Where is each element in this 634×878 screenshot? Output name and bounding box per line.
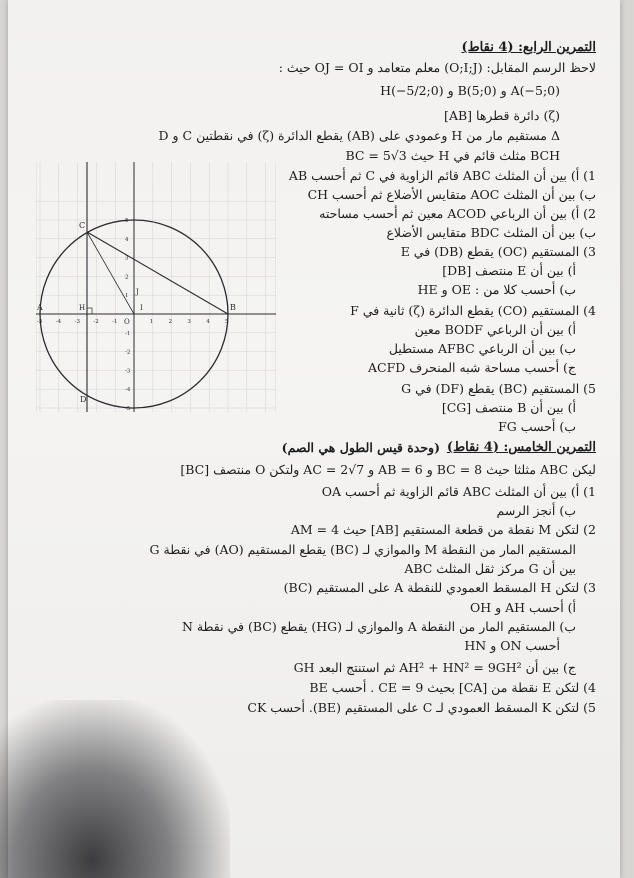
y-tick-label: -5 [125, 406, 131, 412]
ex5-title: التمرين الخامس: (4 نقاط) [446, 440, 596, 455]
y-tick-label: 5 [125, 218, 129, 224]
ex4-q5: 5) المستقيم (BC) يقطع (DF) في G [401, 381, 596, 396]
x-tick-label: -5 [37, 319, 43, 325]
label-J: J [136, 288, 139, 296]
ex5-q5: 5) لتكن K المسقط العمودي لـ C على المستقيم (BE). أحسب CK [247, 700, 596, 715]
ex4-q4a: أ) بين أن الرباعي BODF معين [414, 322, 576, 337]
label-D: D [80, 395, 87, 404]
x-tick-label: 2 [168, 319, 173, 325]
label-O: O [124, 318, 130, 326]
x-tick-label: 1 [149, 319, 154, 325]
x-tick-label: -1 [112, 319, 118, 325]
x-tick-label: -3 [74, 319, 80, 325]
ex5-q3c: ج) بين أن AH² + HN² = 9GH² ثم استنتج البعد GH [293, 660, 576, 675]
ex4-q3a: أ) بين أن E منتصف [DB] [442, 263, 576, 278]
ex4-title: التمرين الرابع: (4 نقاط) [461, 40, 596, 55]
ex5-q3a: أ) أحسب AH و OH [470, 600, 576, 615]
y-tick-labels [125, 218, 131, 412]
y-tick-label: 2 [125, 274, 129, 281]
figure-grid [36, 162, 276, 412]
grid-lines [36, 162, 276, 412]
ex5-q2: 2) لتكن M نقطة من قطعة المستقيم [AB] حيث AM = 4 [290, 522, 596, 537]
ex5-q3: 3) لتكن H المسقط العمودي للنقطة A على المستقيم (BC) [283, 580, 596, 595]
worksheet-page [8, 0, 620, 878]
x-tick-labels [37, 319, 229, 325]
ex5-q3b: ب) المستقيم المار من النقطة A والموازي لـ (HG) يقطع (BC) في نقطة N [181, 619, 576, 634]
ex4-intro: لاحظ الرسم المقابل: (O;I;J) معلم متعامد و OJ = OI حيث : [278, 60, 596, 75]
right-angle-H [87, 308, 92, 314]
ex4-bullet-1: A(−5;0) و B(5;0) و H(−5/2;0) [380, 83, 560, 98]
ex4-q5a: أ) بين أن B منتصف [CG] [441, 400, 576, 415]
x-tick-label: 3 [187, 319, 191, 325]
label-C: C [79, 221, 86, 230]
segment-CO [87, 232, 134, 314]
ex4-bullet-4: BCH مثلث قائم في H حيث BC = 5√3 [345, 148, 560, 163]
ex5-intro: ليكن ABC مثلثا حيث BC = 8 و AB = 6 و AC = 2√7 ولتكن O منتصف [BC] [180, 462, 596, 477]
ex4-q1b: ب) بين أن المثلث AOC متقايس الأضلاع ثم أحسب CH [307, 187, 596, 202]
ex4-q4b: ب) بين أن الرباعي AFBC مستطيل [388, 341, 576, 356]
geometry-figure [36, 162, 276, 416]
x-tick-label: -2 [93, 319, 99, 325]
segment-CB [87, 232, 228, 314]
ex4-q4: 4) المستقيم (CO) يقطع الدائرة (ζ) ثانية في F [350, 303, 596, 318]
ex4-q4c: ج) أحسب مساحة شبه المنحرف ACFD [368, 360, 576, 375]
label-I: I [140, 304, 143, 312]
ex4-bullet-2: (ζ) دائرة قطرها [AB] [444, 108, 560, 123]
label-A: A [37, 303, 43, 312]
ex4-bullet-3: Δ مستقيم مار من H وعمودي على (AB) يقطع الدائرة (ζ) في نقطتين C و D [158, 128, 560, 143]
y-tick-label: -4 [125, 387, 131, 394]
ex4-q5b: ب) أحسب FG [498, 419, 576, 434]
y-tick-label: 3 [125, 255, 129, 262]
label-B: B [230, 303, 236, 312]
y-tick-label: -2 [125, 349, 131, 356]
ex5-q2b: المستقيم المار من النقطة M والموازي لـ (BC) يقطع المستقيم (AO) في نقطة G [149, 542, 576, 557]
x-tick-label: -4 [55, 319, 62, 325]
y-tick-label: -3 [125, 368, 131, 375]
label-H: H [79, 304, 86, 312]
figure-svg [36, 162, 276, 412]
ex5-q3b2: أحسب ON و HN [464, 638, 560, 653]
x-tick-label: 5 [225, 319, 229, 325]
ex5-q2c: بين أن G مركز ثقل المثلث ABC [404, 561, 576, 576]
y-tick-label: -1 [125, 330, 131, 337]
ex4-q2b: ب) بين أن المثلث BDC متقايس الأضلاع [386, 225, 596, 240]
ex5-unit: (وحدة قيس الطول هي الصم) [281, 440, 440, 455]
ex4-q3b: ب) أحسب كلا من : OE و HE [417, 282, 576, 297]
x-tick-label: 4 [206, 319, 210, 325]
ex5-q4: 4) لتكن E نقطة من [CA] بحيث CE = 9 . أحسب BE [309, 680, 596, 695]
ex4-q1a: 1) أ) بين أن المثلث ABC قائم الزاوية في C ثم أحسب AB [288, 168, 596, 183]
y-tick-label: 1 [125, 293, 129, 300]
ex4-q2a: 2) أ) بين أن الرباعي ACOD معين ثم أحسب مساحته [319, 206, 596, 221]
ex5-q1a: 1) أ) بين أن المثلث ABC قائم الزاوية ثم أحسب OA [321, 484, 596, 499]
y-tick-label: 4 [125, 236, 129, 243]
ex5-q1b: ب) أنجز الرسم [496, 503, 576, 518]
ex4-q3: 3) المستقيم (OC) يقطع (DB) في E [400, 244, 596, 259]
